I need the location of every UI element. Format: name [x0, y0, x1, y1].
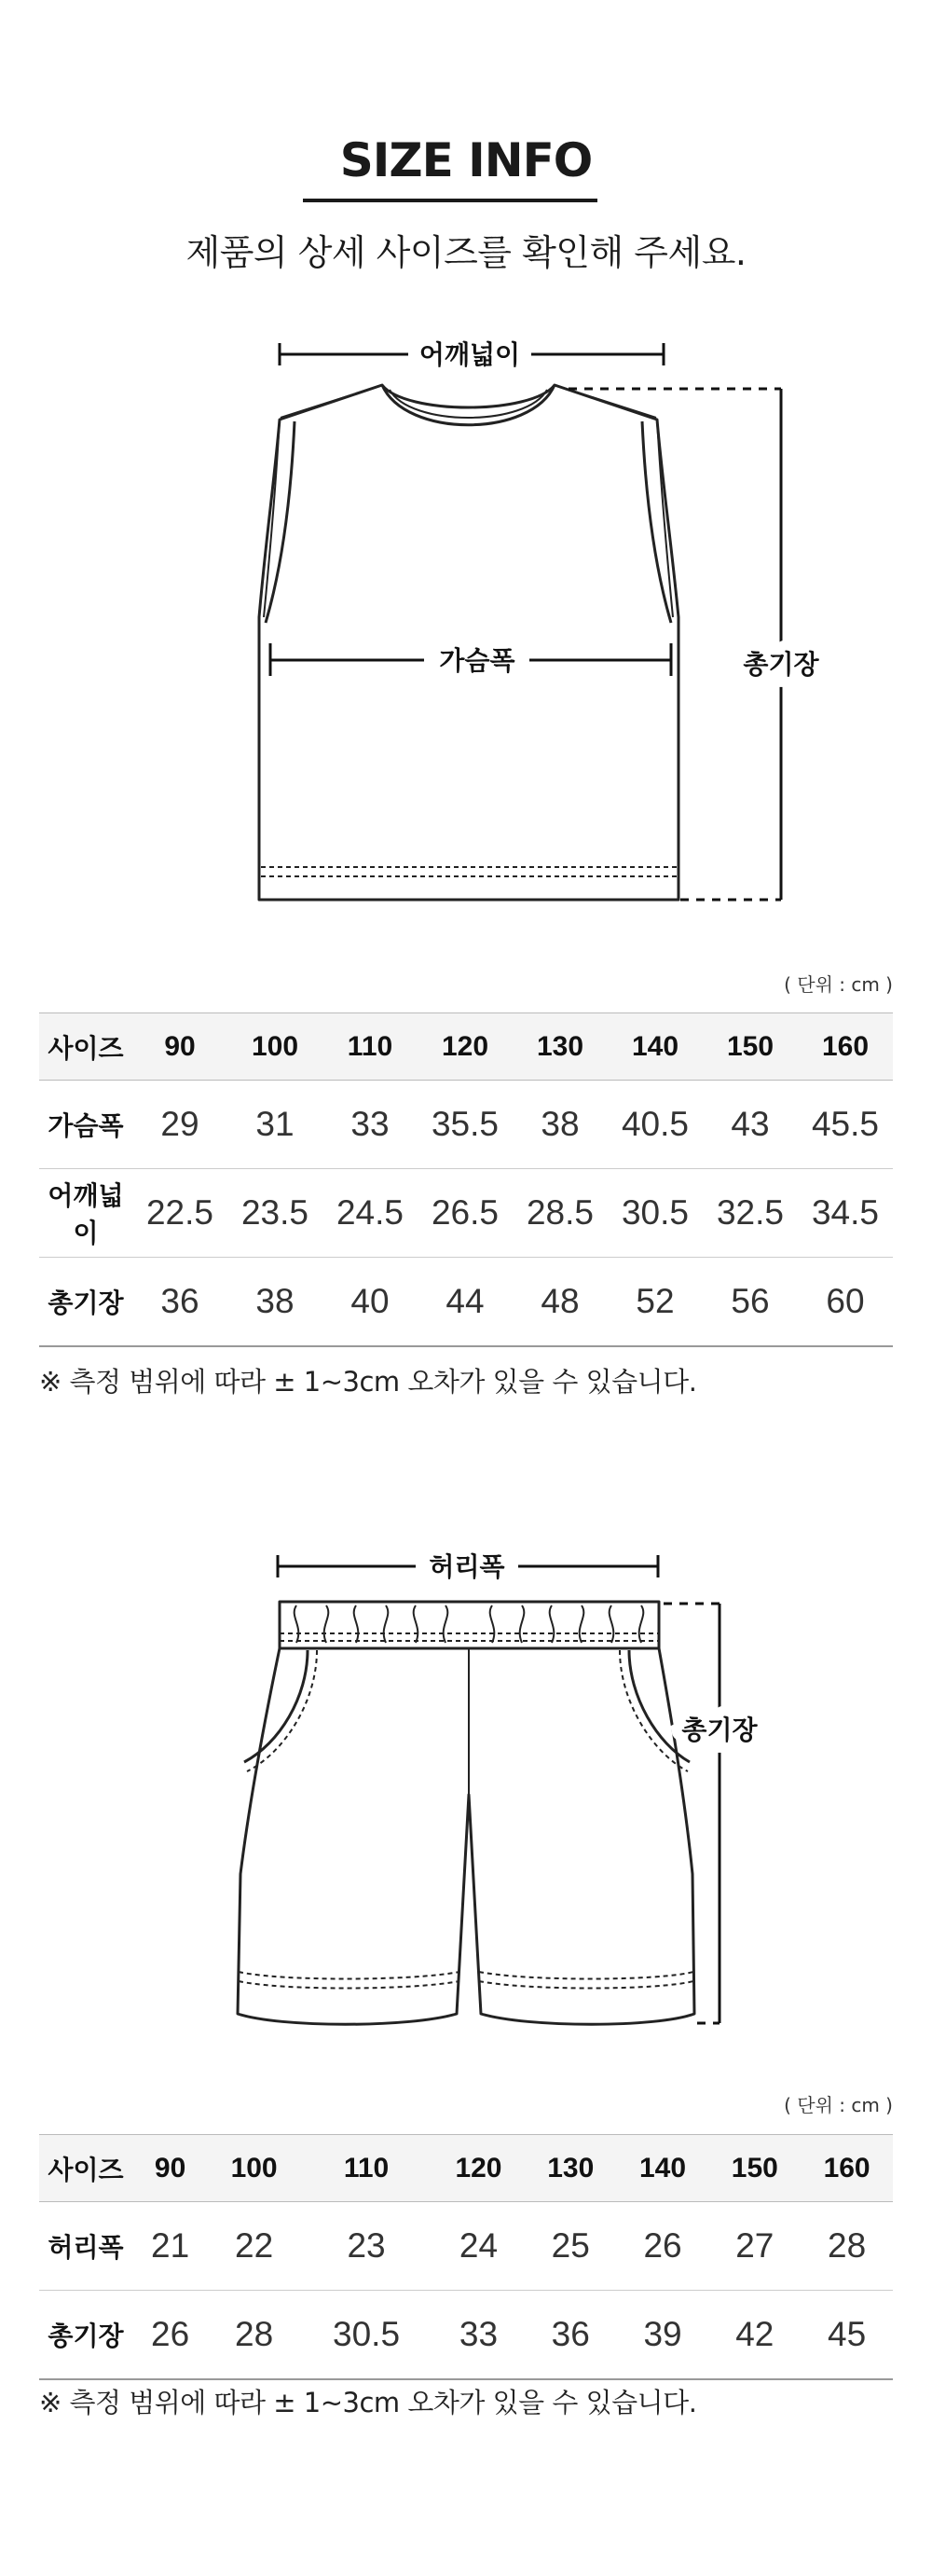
table-cell: 42	[735, 2314, 774, 2353]
table-cell: 39	[643, 2314, 682, 2353]
table-row	[39, 1169, 893, 1258]
table-cell: 60	[826, 1281, 865, 1320]
col-header: 90	[154, 2152, 186, 2183]
table-cell: 35.5	[431, 1105, 499, 1143]
top-left-armhole	[264, 420, 280, 617]
table-cell: 45	[828, 2314, 867, 2353]
table-cell: 27	[735, 2226, 774, 2265]
table-cell: 40.5	[621, 1105, 689, 1143]
col-header: 150	[726, 1030, 774, 1062]
col-header: 사이즈	[48, 1032, 124, 1064]
table-row	[39, 1258, 893, 1346]
table-cell: 52	[636, 1281, 675, 1320]
col-header: 120	[441, 1030, 489, 1062]
top-right-armhole	[657, 420, 673, 617]
table-cell: 36	[551, 2314, 590, 2353]
table-cell: 28.5	[526, 1193, 594, 1232]
col-header: 130	[547, 2152, 595, 2183]
col-header: 110	[343, 2152, 390, 2183]
table-cell: 23	[347, 2226, 386, 2265]
col-header: 사이즈	[48, 2154, 124, 2185]
row-header: 어깨넓이	[48, 1180, 124, 1248]
shorts-length-label: 총기장	[681, 1715, 758, 1745]
table-cell: 24.5	[336, 1193, 404, 1232]
top-chest-label: 가슴폭	[439, 645, 515, 676]
table-cell: 44	[445, 1281, 485, 1320]
bottom-measurement-note: ※ 측정 범위에 따라 ± 1~3cm 오차가 있을 수 있습니다.	[39, 2387, 697, 2418]
bottom-unit-label: ( 단위 : cm )	[784, 2094, 893, 2116]
page-subtitle: 제품의 상세 사이즈를 확인해 주세요.	[185, 232, 747, 273]
top-table-header	[39, 1013, 893, 1081]
col-header: 150	[731, 2152, 778, 2183]
col-header: 110	[347, 1030, 393, 1062]
table-cell: 29	[160, 1105, 199, 1143]
table-cell: 38	[541, 1105, 580, 1143]
table-cell: 45.5	[811, 1105, 879, 1143]
top-unit-label: ( 단위 : cm )	[784, 973, 893, 996]
row-header: 가슴폭	[48, 1110, 124, 1141]
table-cell: 31	[255, 1105, 295, 1143]
top-body-outline	[259, 385, 678, 900]
table-cell: 22	[235, 2226, 274, 2265]
bottom-size-table	[39, 2134, 893, 2380]
top-size-table	[39, 1012, 893, 1347]
col-header: 160	[823, 2152, 870, 2183]
table-cell: 28	[235, 2314, 274, 2353]
table-cell: 56	[731, 1281, 770, 1320]
table-cell: 48	[541, 1281, 580, 1320]
col-header: 140	[639, 2152, 687, 2183]
title-underline	[303, 199, 597, 202]
col-header: 90	[164, 1030, 196, 1062]
table-cell: 22.5	[145, 1193, 213, 1232]
row-header: 총기장	[48, 1287, 124, 1318]
col-header: 100	[230, 2152, 278, 2183]
table-cell: 23.5	[240, 1193, 308, 1232]
table-cell: 26	[151, 2314, 190, 2353]
top-length-label: 총기장	[743, 649, 819, 680]
table-cell: 30.5	[621, 1193, 689, 1232]
col-header: 130	[536, 1030, 584, 1062]
table-cell: 25	[551, 2226, 590, 2265]
table-cell: 43	[731, 1105, 770, 1143]
top-diagram	[0, 317, 932, 914]
table-cell: 38	[255, 1281, 295, 1320]
table-cell: 21	[151, 2226, 190, 2265]
waist-label: 허리폭	[429, 1551, 505, 1582]
table-row	[39, 1081, 893, 1169]
table-cell: 36	[160, 1281, 199, 1320]
table-cell: 32.5	[716, 1193, 784, 1232]
col-header: 100	[251, 1030, 299, 1062]
table-cell: 40	[350, 1281, 390, 1320]
right-pocket	[629, 1650, 690, 1762]
table-cell: 28	[828, 2226, 867, 2265]
table-row	[39, 2202, 893, 2291]
table-cell: 26.5	[431, 1193, 499, 1232]
table-cell: 30.5	[333, 2314, 401, 2353]
table-cell: 24	[459, 2226, 499, 2265]
col-header: 120	[455, 2152, 502, 2183]
table-cell: 26	[643, 2226, 682, 2265]
bottom-table-header	[39, 2135, 893, 2202]
col-header: 160	[821, 1030, 870, 1062]
top-measurement-note: ※ 측정 범위에 따라 ± 1~3cm 오차가 있을 수 있습니다.	[39, 1366, 697, 1398]
shorts-outline	[238, 1648, 694, 2024]
row-header: 허리폭	[48, 2232, 124, 2263]
table-cell: 33	[459, 2314, 499, 2353]
bottom-diagram	[0, 1538, 932, 2042]
table-row	[39, 2291, 893, 2379]
top-hem-stitch	[261, 867, 677, 876]
col-header: 140	[631, 1030, 679, 1062]
row-header: 총기장	[48, 2320, 124, 2351]
top-shoulder-label: 어깨넓이	[418, 339, 521, 370]
table-cell: 34.5	[811, 1193, 879, 1232]
table-cell: 33	[350, 1105, 390, 1143]
page-title: SIZE INFO	[339, 133, 593, 187]
